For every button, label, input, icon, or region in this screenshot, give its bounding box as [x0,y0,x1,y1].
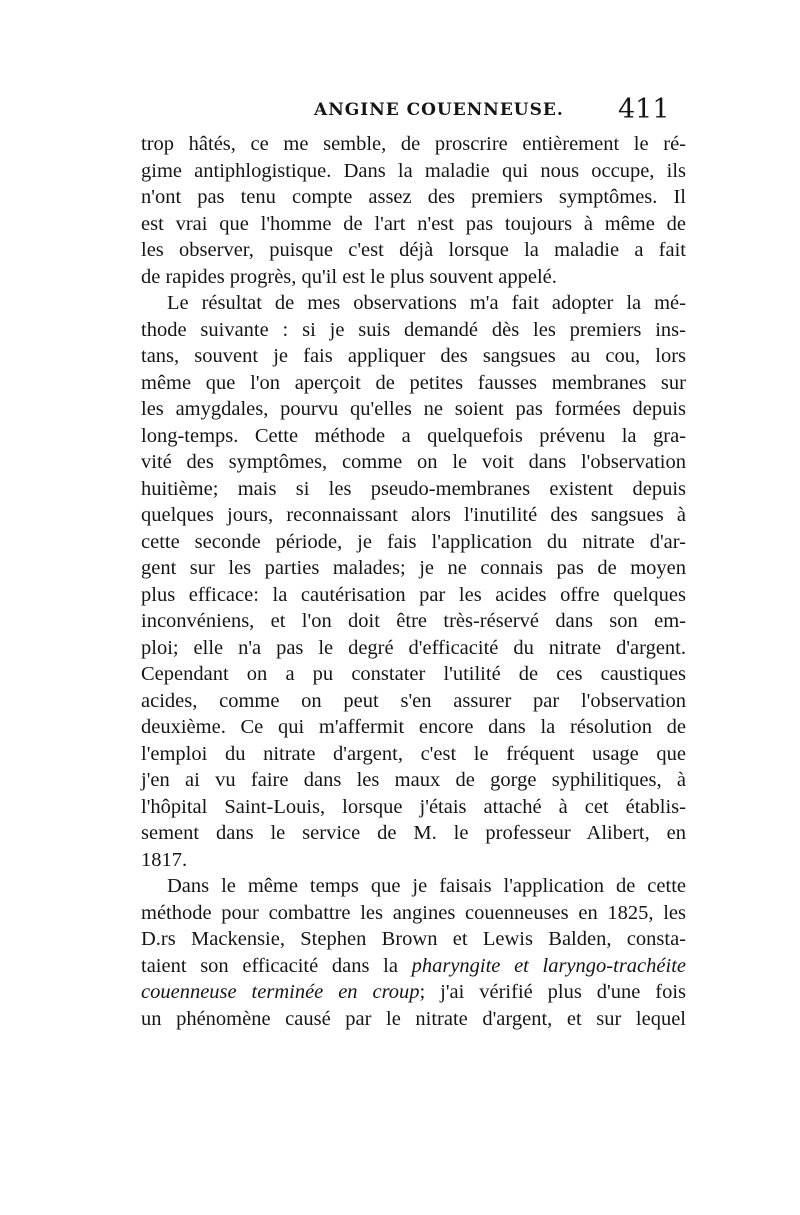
text-run: taient son efficacité dans la [141,954,398,977]
page-header [0,94,800,128]
text-line: plus efficace: la cautérisation par les acides offre quelques [141,583,686,606]
text-line: acides, comme on peut s'en assurer par l'observation [141,689,686,712]
text-line: Le résultat de mes observations m'a fait adopter la mé- [167,292,686,314]
text-line: un phénomène causé par le nitrate d'argent, et sur lequel [141,1007,686,1030]
text-line: l'hôpital Saint-Louis, lorsque j'étais attaché à cet établis- [141,795,686,818]
italic-run: pharyngite et laryngo-trachéite [411,954,686,977]
text-line: les amygdales, pourvu qu'elles ne soient pas formées depuis [141,398,686,420]
text-line: cette seconde période, je fais l'application du nitrate d'ar- [141,530,686,553]
text-line: vité des symptômes, comme on le voit dans l'observation [141,451,686,473]
text-line: thode suivante : si je suis demandé dès les premiers ins- [141,318,686,341]
text-line: tans, souvent je fais appliquer des sangsues au cou, lors [141,345,686,367]
text-line: ploi; elle n'a pas le degré d'efficacité du nitrate d'argent. [141,636,686,659]
page-number: 411 [618,94,670,125]
text-line: j'en ai vu faire dans les maux de gorge syphilitiques, à [141,769,686,791]
text-line: 1817. [141,848,188,871]
text-line: même que l'on aperçoit de petites fausses membranes sur [141,371,686,394]
text-run: ; j'ai vérifié plus d'une fois [419,981,686,1003]
text-line: huitième; mais si les pseudo-membranes existent depuis [141,477,686,500]
text-line: trop hâtés, ce me semble, de proscrire entièrement le ré- [141,133,686,155]
text-line: deuxième. Ce qui m'affermit encore dans la résolution de [141,716,686,738]
text-line: gent sur les parties malades; je ne connais pas de moyen [141,557,686,579]
text-line: Cependant on a pu constater l'utilité de ces caustiques [141,663,686,685]
text-line: sement dans le service de M. le professeur Alibert, en [141,822,686,844]
text-line: Dans le même temps que je faisais l'application de cette [167,875,686,897]
text-line: inconvéniens, et l'on doit être très-réservé dans son em- [141,610,686,632]
text-line: de rapides progrès, qu'il est le plus souvent appelé. [141,265,557,288]
text-line: D.rs Mackensie, Stephen Brown et Lewis Balden, consta- [141,928,686,950]
text-line: les observer, puisque c'est déjà lorsque la maladie a fait [141,239,686,261]
text-line: quelques jours, reconnaissant alors l'inutilité des sangsues à [141,504,686,526]
text-line [141,979,686,1006]
text-line: long-temps. Cette méthode a quelquefois prévenu la gra- [141,424,686,447]
body-text [141,131,686,1032]
text-line [141,953,686,980]
text-line: gime antiphlogistique. Dans la maladie qui nous occupe, ils [141,159,686,182]
text-line: est vrai que l'homme de l'art n'est pas toujours à même de [141,212,686,235]
running-title: ANGINE COUENNEUSE. [314,100,564,120]
text-line: n'ont pas tenu compte assez des premiers symptômes. Il [141,186,686,208]
text-line: l'emploi du nitrate d'argent, c'est le fréquent usage que [141,742,686,765]
italic-run: couenneuse terminée en croup [141,981,420,1003]
text-line: méthode pour combattre les angines couenneuses en 1825, les [141,901,686,924]
